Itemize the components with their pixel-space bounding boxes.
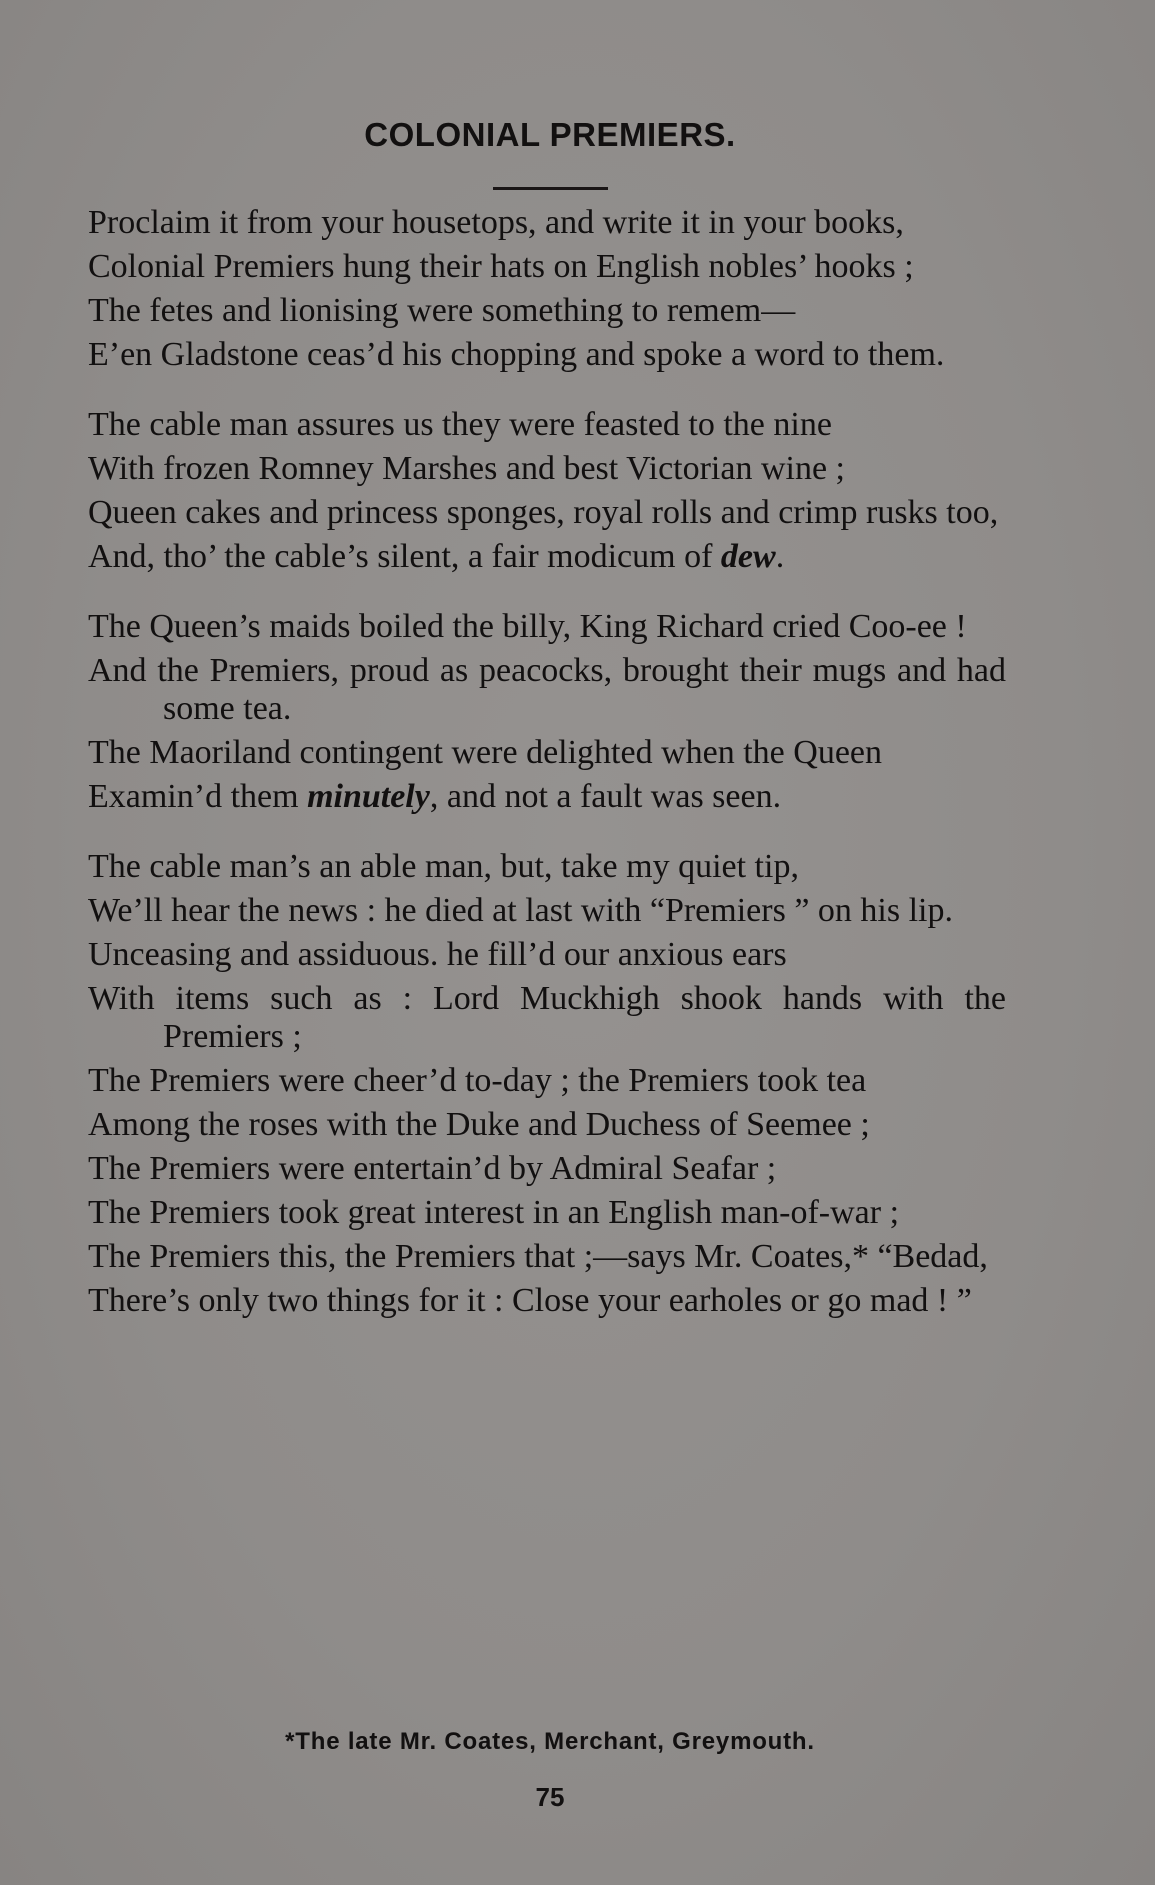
stanza-3 (88, 608, 1015, 816)
stanza-4 (88, 848, 1015, 1320)
poem-line: Unceasing and assiduous. he fill’d our anxious ears (88, 936, 787, 973)
page-number: 75 (535, 1782, 565, 1812)
poem-line: Among the roses with the Duke and Duchess of Seemee ; (88, 1106, 870, 1143)
poem-line: The Maoriland contingent were delighted when the Queen (88, 734, 883, 771)
poem-title: COLONIAL PREMIERS. (364, 116, 736, 153)
poem-line: The Queen’s maids boiled the billy, King Richard cried Coo-ee ! (88, 608, 967, 645)
emphasized-word: minutely (307, 778, 430, 815)
poem-line: E’en Gladstone ceas’d his chopping and spoke a word to them. (88, 336, 945, 373)
poem-line: Queen cakes and princess sponges, royal rolls and crimp rusks too, (88, 494, 999, 531)
poem-line: The Premiers this, the Premiers that ;—says Mr. Coates,* “Bedad, (88, 1238, 988, 1275)
poem-line: The Premiers took great interest in an English man-of-war ; (88, 1194, 900, 1231)
poem-line: And the Premiers, proud as peacocks, brought their mugs and had some tea. (88, 652, 1015, 727)
poem-line-with-emphasis: Examin’d them minutely, and not a fault was seen. (88, 778, 782, 815)
poem-line: With items such as : Lord Muckhigh shook hands with the Premiers ; (88, 980, 1015, 1055)
title-divider (493, 187, 608, 190)
poem-line-with-emphasis: And, tho’ the cable’s silent, a fair modicum of dew. (88, 538, 785, 575)
poem-line: The cable man’s an able man, but, take my quiet tip, (88, 848, 799, 885)
poem-line: With frozen Romney Marshes and best Victorian wine ; (88, 450, 845, 487)
poem-line: The Premiers were entertain’d by Admiral Seafar ; (88, 1150, 777, 1187)
emphasized-word: dew (720, 538, 776, 575)
poem-line: Proclaim it from your housetops, and write it in your books, (88, 204, 904, 241)
footnote: *The late Mr. Coates, Merchant, Greymouth. (285, 1728, 815, 1755)
poem-body (88, 204, 1015, 1352)
stanza-2 (88, 406, 1006, 576)
poem-line: The cable man assures us they were feasted to the nine (88, 406, 832, 443)
poem-line: The Premiers were cheer’d to-day ; the Premiers took tea (88, 1062, 867, 1099)
poem-line: We’ll hear the news : he died at last with “Premiers ” on his lip. (88, 892, 953, 929)
poem-line: Colonial Premiers hung their hats on English nobles’ hooks ; (88, 248, 914, 285)
poem-line: There’s only two things for it : Close your earholes or go mad ! ” (88, 1282, 972, 1319)
stanza-1 (88, 204, 1006, 374)
poem-line: The fetes and lionising were something to remem— (88, 292, 796, 329)
